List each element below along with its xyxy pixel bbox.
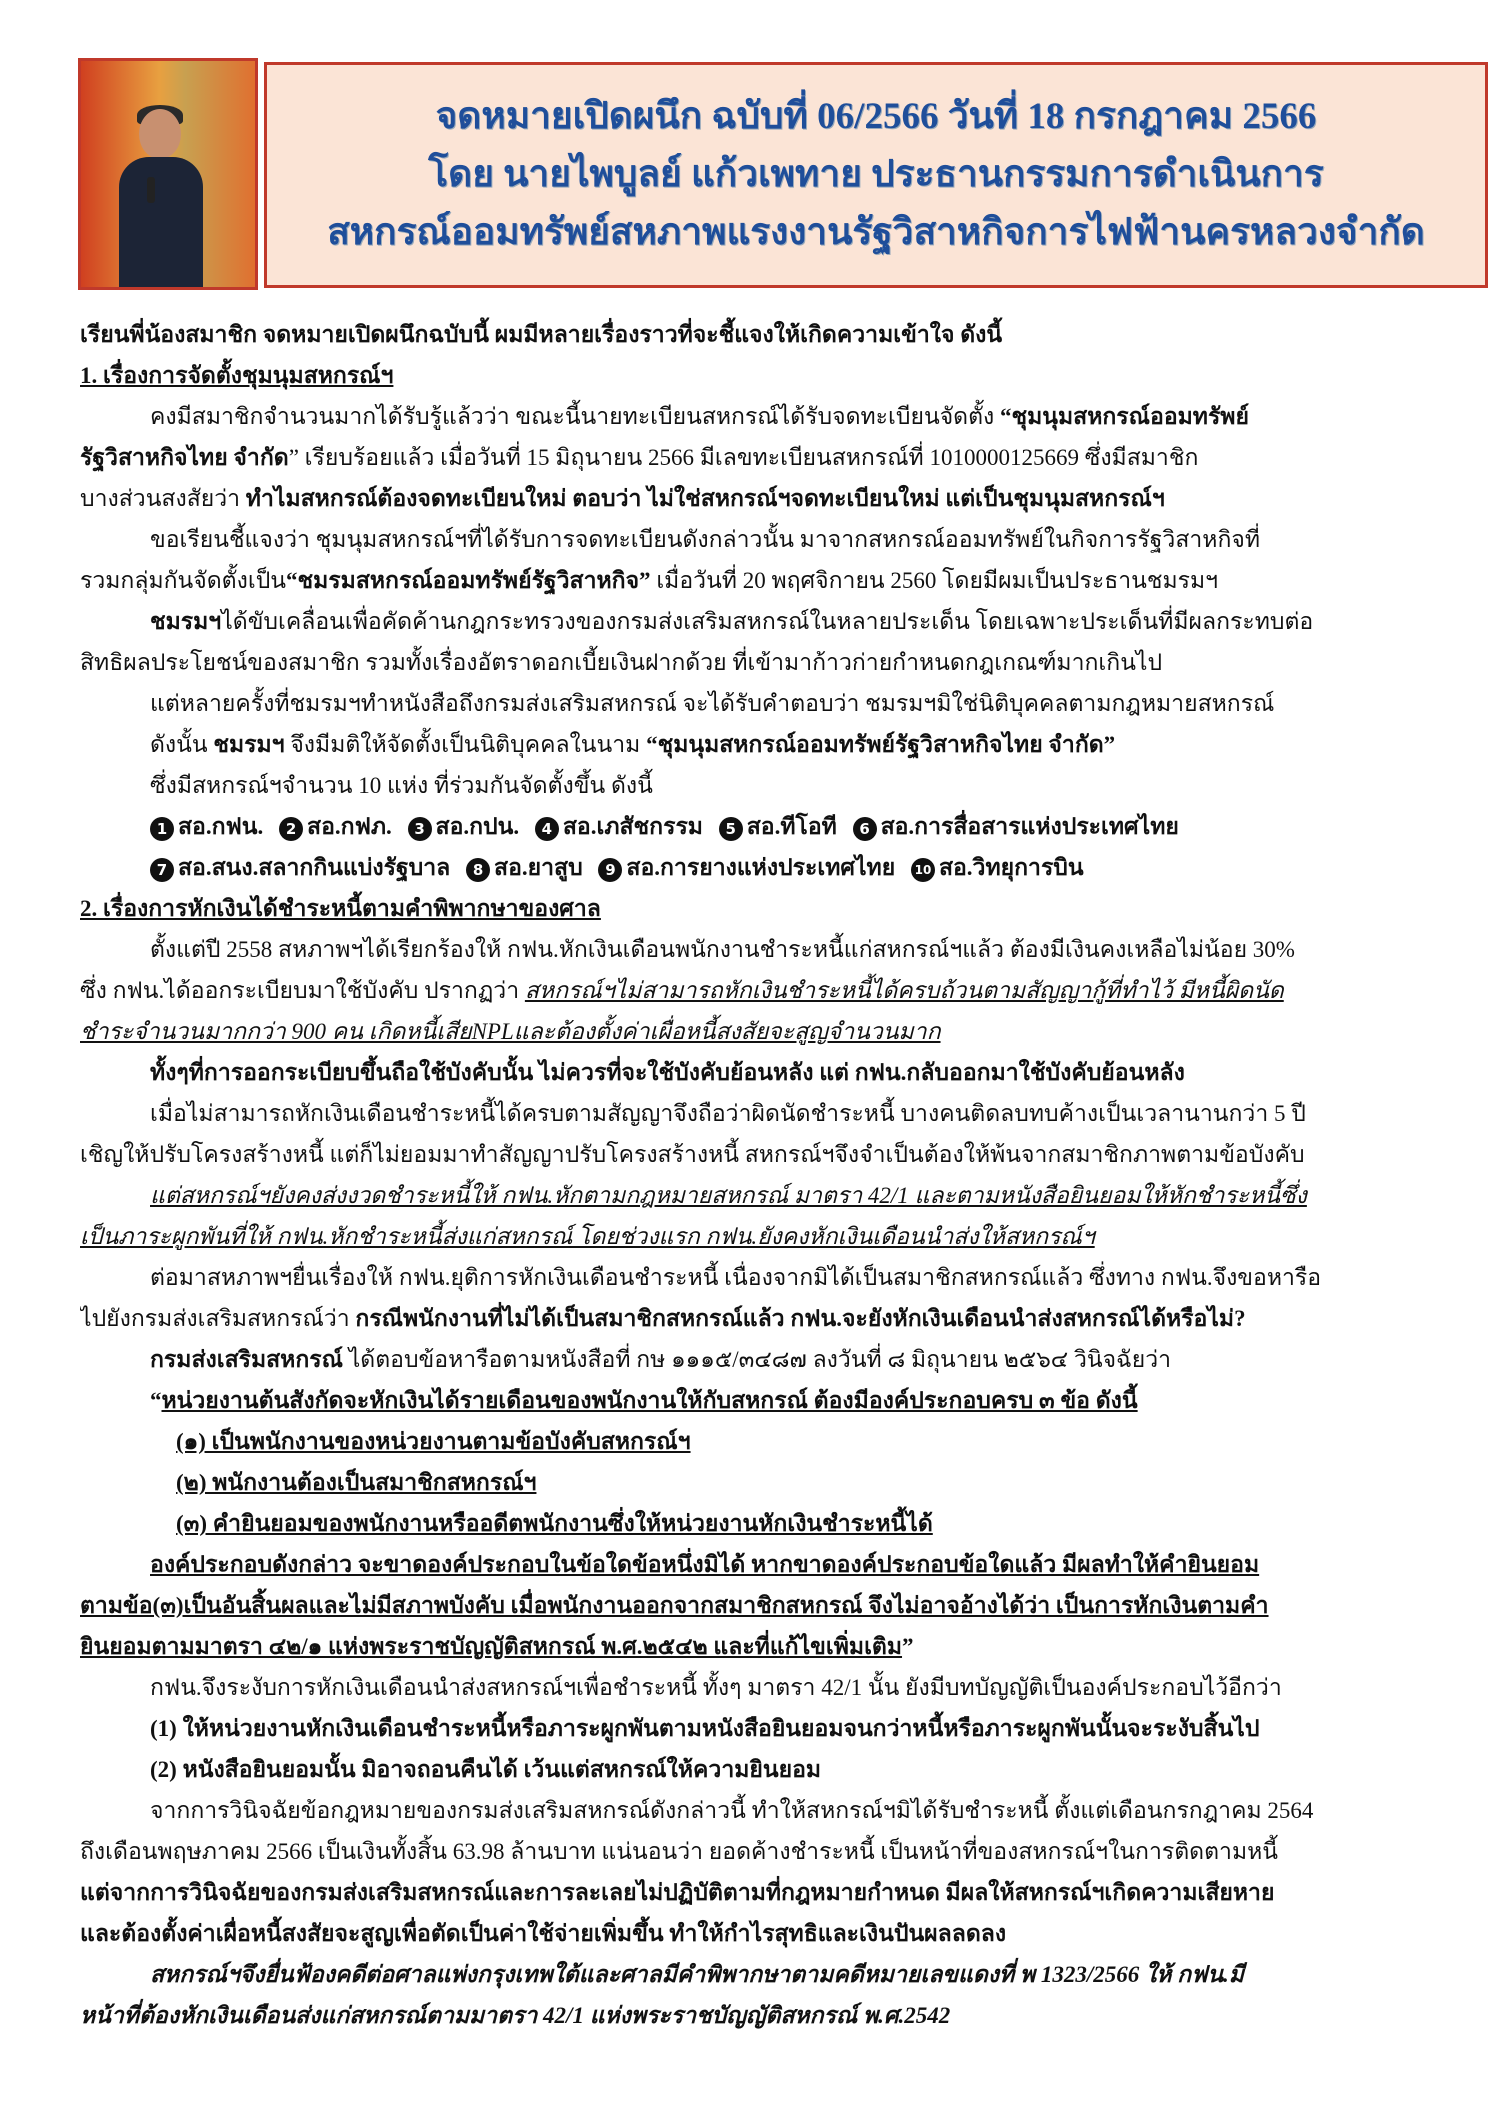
s2-j-line2: หน้าที่ต้องหักเงินเดือนส่งแก่สหกรณ์ตามมาตรา 42/1 แห่งพระราชบัญญัติสหกรณ์ พ.ศ.2542 xyxy=(80,2003,951,2028)
coop-name: สอ.เภสัชกรรม xyxy=(562,814,703,839)
coop-name: สอ.สนง.สลากกินแบ่งรัฐบาล xyxy=(178,855,451,880)
s2-i-line2: ถึงเดือนพฤษภาคม 2566 เป็นเงินทั้งสิ้น 63.98 ล้านบาท แน่นอนว่า ยอดค้างชำระหนี้ เป็นหน้าที่ของสหกรณ์ฯในการติดตามหนี้ xyxy=(80,1839,1278,1864)
s2-i-line3: แต่จากการวินิจฉัยของกรมส่งเสริมสหกรณ์และการละเลยไม่ปฏิบัติตามที่กฎหมายกำหนด มีผลให้สหกรณ์ฯเกิดความเสียหาย xyxy=(80,1880,1275,1905)
s2-g-item1: (๑) เป็นพนักงานของหน่วยงานตามข้อบังคับสหกรณ์ฯ xyxy=(176,1429,691,1454)
s1-p4-line3: ซึ่งมีสหกรณ์ฯจำนวน 10 แห่ง ที่ร่วมกันจัดตั้งขึ้น ดังนี้ xyxy=(150,773,653,798)
s2-a-line3: ชำระจำนวนมากกว่า 900 คน เกิดหนี้เสียNPLและต้องตั้งค่าเผื่อหนี้สงสัยจะสูญจำนวนมาก xyxy=(80,1019,941,1044)
s2-i-line1: จากการวินิจฉัยข้อกฎหมายของกรมส่งเสริมสหกรณ์ดังกล่าวนี้ ทำให้สหกรณ์ฯมิได้รับชำระหนี้ ตั้งแต่เดือนกรกฎาคม 2564 xyxy=(150,1798,1314,1823)
text: ได้ขับเคลื่อนเพื่อคัดค้านกฎกระทรวงของกรมส่งเสริมสหกรณ์ในหลายประเด็น โดยเฉพาะประเด็นที่มีผลกระทบต่อ xyxy=(221,609,1314,634)
microphone-icon xyxy=(147,177,155,203)
title-line-2: โดย นายไพบูลย์ แก้วเพทาย ประธานกรรมการดำเนินการ xyxy=(428,154,1324,195)
close-quote: ” xyxy=(902,1634,914,1659)
number-4-icon: 4 xyxy=(535,817,559,841)
s2-h-line2: (1) ให้หน่วยงานหักเงินเดือนชำระหนี้หรือภาระผูกพันตามหนังสือยินยอมจนกว่าหนี้หรือภาระผูกพันนั้นจะระงับสิ้นไป xyxy=(150,1716,1260,1741)
text: ไปยังกรมส่งเสริมสหกรณ์ว่า xyxy=(80,1306,356,1331)
s1-p1-line2 xyxy=(80,437,1430,478)
coop-list-row1 xyxy=(80,806,1430,847)
s1-p4-line2 xyxy=(80,724,1430,765)
text-italic: สหกรณ์ฯไม่สามารถหักเงินชำระหนี้ได้ครบถ้วนตามสัญญากู้ที่ทำไว้ มีหนี้ผิดนัด xyxy=(524,978,1284,1003)
text: จึงมีมติให้จัดตั้งเป็นนิติบุคคลในนาม xyxy=(284,732,647,757)
text-bold: ชมรมฯ xyxy=(213,732,285,757)
title-box xyxy=(264,62,1488,288)
s1-p4-line1: แต่หลายครั้งที่ชมรมฯทำหนังสือถึงกรมส่งเสริมสหกรณ์ จะได้รับคำตอบว่า ชมรมฯมิใช่นิติบุคคลตามกฎหมายสหกรณ์ xyxy=(150,691,1275,716)
text-bold: รัฐวิสาหกิจไทย จำกัด xyxy=(80,445,289,470)
section1-heading: 1. เรื่องการจัดตั้งชุมนุมสหกรณ์ฯ xyxy=(80,363,394,388)
text-bold: ชมรมฯ xyxy=(150,609,222,634)
s2-e-line1: ต่อมาสหภาพฯยื่นเรื่องให้ กฟน.ยุติการหักเงินเดือนชำระหนี้ เนื่องจากมิได้เป็นสมาชิกสหกรณ์แล้ว ซึ่งทาง กฟน.จึงขอหารือ xyxy=(150,1265,1322,1290)
text: ” เรียบร้อยแล้ว เมื่อวันที่ 15 มิถุนายน 2566 มีเลขทะเบียนสหกรณ์ที่ 1010000125669 ซึ่งมีสมาชิก xyxy=(288,445,1199,470)
s1-p1-line3 xyxy=(80,478,1430,519)
number-5-icon: 5 xyxy=(719,817,743,841)
text-bold: “ชมรมสหกรณ์ออมทรัพย์รัฐวิสาหกิจ” xyxy=(286,568,651,593)
number-6-icon: 6 xyxy=(853,817,877,841)
s2-d-line2: เป็นภาระผูกพันที่ให้ กฟน.หักชำระหนี้ส่งแก่สหกรณ์ โดยช่วงแรก กฟน.ยังคงหักเงินเดือนนำส่งให้สหกรณ์ฯ xyxy=(80,1224,1095,1249)
s2-i-line4: และต้องตั้งค่าเผื่อหนี้สงสัยจะสูญเพื่อตัดเป็นค่าใช้จ่ายเพิ่มขึ้น ทำให้กำไรสุทธิและเงินปันผลลดลง xyxy=(80,1921,1007,1946)
s2-a-line1: ตั้งแต่ปี 2558 สหภาพฯได้เรียกร้องให้ กฟน.หักเงินเดือนพนักงานชำระหนี้แก่สหกรณ์ฯแล้ว ต้องมีเงินคงเหลือไม่น้อย 30% xyxy=(150,937,1295,962)
intro-line: เรียนพี่น้องสมาชิก จดหมายเปิดผนึกฉบับนี้ ผมมีหลายเรื่องราวที่จะชี้แจงให้เกิดความเข้าใจ ดังนี้ xyxy=(80,322,1003,347)
coop-name: สอ.การยางแห่งประเทศไทย xyxy=(626,855,896,880)
s2-g-line6: ตามข้อ(๓)เป็นอันสิ้นผลและไม่มีสภาพบังคับ เมื่อพนักงานออกจากสมาชิกสหกรณ์ จึงไม่อาจอ้างได้ว่า เป็นการหักเงินตามคำ xyxy=(80,1593,1269,1618)
s2-g-item3: (๓) คำยินยอมของพนักงานหรืออดีตพนักงานซึ่งให้หน่วยงานหักเงินชำระหนี้ได้ xyxy=(176,1511,933,1536)
open-quote: “ xyxy=(150,1388,162,1413)
text: บางส่วนสงสัยว่า xyxy=(80,486,246,511)
text-underline: หน่วยงานต้นสังกัดจะหักเงินได้รายเดือนของพนักงานให้กับสหกรณ์ ต้องมีองค์ประกอบครบ ๓ ข้อ ดังนี้ xyxy=(161,1388,1138,1413)
text-bold: “ชุมนุมสหกรณ์ออมทรัพย์รัฐวิสาหกิจไทย จำกัด” xyxy=(646,732,1116,757)
s2-h-line3: (2) หนังสือยินยอมนั้น มิอาจถอนคืนได้ เว้นแต่สหกรณ์ให้ความยินยอม xyxy=(150,1757,822,1782)
coop-name: สอ.ยาสูบ xyxy=(494,855,583,880)
s2-c-line1: เมื่อไม่สามารถหักเงินเดือนชำระหนี้ได้ครบตามสัญญาจึงถือว่าผิดนัดชำระหนี้ บางคนติดลบทบค้างเป็นเวลานานกว่า 5 ปี xyxy=(150,1101,1306,1126)
coop-name: สอ.กปน. xyxy=(435,814,520,839)
text: รวมกลุ่มกันจัดตั้งเป็น xyxy=(80,568,287,593)
text-bold: ทำไมสหกรณ์ต้องจดทะเบียนใหม่ ตอบว่า ไม่ใช่สหกรณ์ฯจดทะเบียนใหม่ แต่เป็นชุมนุมสหกรณ์ฯ xyxy=(245,486,1165,511)
coop-name: สอ.ทีโอที xyxy=(746,814,837,839)
s2-g-line5: องค์ประกอบดังกล่าว จะขาดองค์ประกอบในข้อใดข้อหนึ่งมิได้ หากขาดองค์ประกอบข้อใดแล้ว มีผลทำให้คำยินยอม xyxy=(150,1552,1260,1577)
coop-list-row2 xyxy=(80,847,1430,888)
text: คงมีสมาชิกจำนวนมากได้รับรู้แล้วว่า ขณะนี้นายทะเบียนสหกรณ์ได้รับจดทะเบียนจัดตั้ง xyxy=(150,404,1001,429)
s2-d-line1: แต่สหกรณ์ฯยังคงส่งงวดชำระหนี้ให้ กฟน.หักตามกฎหมายสหกรณ์ มาตรา 42/1 และตามหนังสือยินยอมให้หักชำระหนี้ซึ่ง xyxy=(150,1183,1307,1208)
coop-name: สอ.การสื่อสารแห่งประเทศไทย xyxy=(880,814,1179,839)
title-line-1: จดหมายเปิดผนึก ฉบับที่ 06/2566 วันที่ 18 กรกฎาคม 2566 xyxy=(435,96,1317,137)
photo-torso xyxy=(119,157,203,290)
number-2-icon: 2 xyxy=(279,817,303,841)
s1-p3-line2: สิทธิผลประโยชน์ของสมาชิก รวมทั้งเรื่องอัตราดอกเบี้ยเงินฝากด้วย ที่เข้ามาก้าวก่ายกำหนดกฎเกณฑ์มากเกินไป xyxy=(80,650,1163,675)
s2-g-item2: (๒) พนักงานต้องเป็นสมาชิกสหกรณ์ฯ xyxy=(176,1470,537,1495)
title-line-3: สหกรณ์ออมทรัพย์สหภาพแรงงานรัฐวิสาหกิจการไฟฟ้านครหลวงจำกัด xyxy=(327,212,1425,253)
text-bold: กรมส่งเสริมสหกรณ์ xyxy=(150,1347,343,1372)
coop-name: สอ.กฟน. xyxy=(178,814,264,839)
s2-a-line2 xyxy=(80,970,1430,1011)
s1-p3-line1 xyxy=(80,601,1430,642)
text: ซึ่ง กฟน.ได้ออกระเบียบมาใช้บังคับ ปรากฏว่า xyxy=(80,978,525,1003)
s2-c-line2: เชิญให้ปรับโครงสร้างหนี้ แต่ก็ไม่ยอมมาทำสัญญาปรับโครงสร้างหนี้ สหกรณ์ฯจึงจำเป็นต้องให้พ้นจากสมาชิกภาพตามข้อบังคับ xyxy=(80,1142,1305,1167)
text: ได้ตอบข้อหารือตามหนังสือที่ กษ ๑๑๑๕/๓๔๘๗ ลงวันที่ ๘ มิถุนายน ๒๕๖๔ วินิจฉัยว่า xyxy=(342,1347,1172,1372)
letter-body xyxy=(80,314,1430,2036)
text: เมื่อวันที่ 20 พฤศจิกายน 2560 โดยมีผมเป็นประธานชมรมฯ xyxy=(650,568,1219,593)
text-underline: ยินยอมตามมาตรา ๔๒/๑ แห่งพระราชบัญญัติสหกรณ์ พ.ศ.๒๕๔๒ และที่แก้ไขเพิ่มเติม xyxy=(80,1634,903,1659)
section2-heading: 2. เรื่องการหักเงินได้ชำระหนี้ตามคำพิพากษาของศาล xyxy=(80,896,601,921)
number-9-icon: 9 xyxy=(598,858,622,882)
letter-header xyxy=(78,58,1488,290)
s1-p2-line1: ขอเรียนชี้แจงว่า ชุมนุมสหกรณ์ฯที่ได้รับการจดทะเบียนดังกล่าวนั้น มาจากสหกรณ์ออมทรัพย์ในกิจการรัฐวิสาหกิจที่ xyxy=(150,527,1261,552)
number-8-icon: 8 xyxy=(466,858,490,882)
s2-g-line7 xyxy=(80,1626,1430,1667)
number-10-icon: 10 xyxy=(911,858,935,882)
number-7-icon: 7 xyxy=(150,858,174,882)
s1-p2-line2 xyxy=(80,560,1430,601)
number-3-icon: 3 xyxy=(408,817,432,841)
s2-e-line2 xyxy=(80,1298,1430,1339)
s1-p1-line1 xyxy=(80,396,1430,437)
chairman-photo xyxy=(78,58,258,290)
s2-b-line1: ทั้งๆที่การออกระเบียบขึ้นถือใช้บังคับนั้น ไม่ควรที่จะใช้บังคับย้อนหลัง แต่ กฟน.กลับออกมาใช้บังคับย้อนหลัง xyxy=(150,1060,1185,1085)
number-1-icon: 1 xyxy=(150,817,174,841)
s2-f-line1 xyxy=(80,1339,1430,1380)
photo-head xyxy=(139,109,181,159)
s2-g-line1 xyxy=(80,1380,1430,1421)
coop-name: สอ.กฟภ. xyxy=(307,814,392,839)
s2-j-line1: สหกรณ์ฯจึงยื่นฟ้องคดีต่อศาลแพ่งกรุงเทพใต้และศาลมีคำพิพากษาตามคดีหมายเลขแดงที่ พ 1323/2566 ให้ กฟน.มี xyxy=(150,1962,1244,1987)
text-bold: “ชุมนุมสหกรณ์ออมทรัพย์ xyxy=(1000,404,1249,429)
coop-name: สอ.วิทยุการบิน xyxy=(938,855,1084,880)
s2-h-line1: กฟน.จึงระงับการหักเงินเดือนนำส่งสหกรณ์ฯเพื่อชำระหนี้ ทั้งๆ มาตรา 42/1 นั้น ยังมีบทบัญญัติเป็นองค์ประกอบไว้อีกว่า xyxy=(150,1675,1282,1700)
text: ดังนั้น xyxy=(150,732,214,757)
text-bold: กรณีพนักงานที่ไม่ได้เป็นสมาชิกสหกรณ์แล้ว กฟน.จะยังหักเงินเดือนนำส่งสหกรณ์ได้หรือไม่? xyxy=(355,1306,1246,1331)
